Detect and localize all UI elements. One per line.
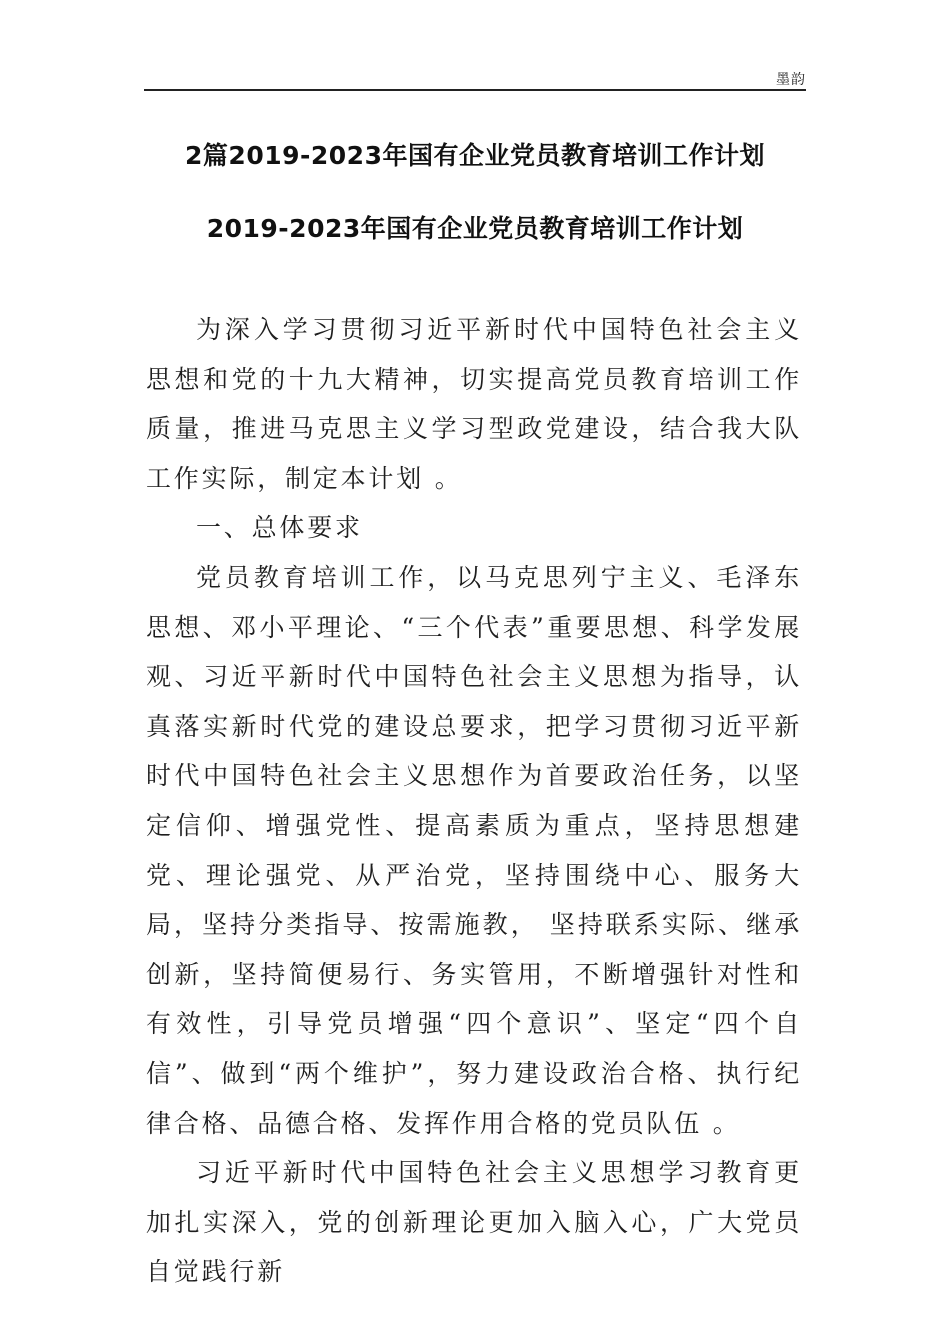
paragraph-guiding-principles: 党员教育培训工作，以马克思列宁主义、毛泽东思想、邓小平理论、“三个代表”重要思想、科学发展观、习近平新时代中国特色社会主义思想为指导，认真落实新时代党的建设总要求，把学习贯彻习近平新时代中国特色社会主义思想作为首要政治任务，以坚定信仰、增强党性、提高素质为重点，坚持思想建党、理论强党、从严治党，坚持围绕中心、服务大局，坚持分类指导、按需施教， 坚持联系实际、继承创新，坚持简便易行、务实管用，不断增强针对性和有效性，引导党员增强“四个意识”、坚定“四个自信”、做到“两个维护”，努力建设政治合格、执行纪律合格、品德合格、发挥作用合格的党员队伍 。 — [146, 562, 802, 1138]
paragraph-objectives: 习近平新时代中国特色社会主义思想学习教育更加扎实深入，党的创新理论更加入脑入心，广大党员自觉践行新 — [146, 1158, 802, 1287]
document-subtitle: 2019-2023年国有企业党员教育培训工作计划 — [206, 214, 744, 243]
header-watermark-text: 墨韵 — [776, 72, 806, 88]
section-heading-general-requirements: 一、总体要求 — [196, 513, 363, 543]
document-body — [146, 305, 802, 1297]
paragraph-intro: 为深入学习贯彻习近平新时代中国特色社会主义思想和党的十九大精神，切实提高党员教育培训工作质量，推进马克思主义学习型政党建设，结合我大队工作实际，制定本计划 。 — [146, 315, 802, 493]
header-divider — [144, 89, 806, 91]
document-title: 2篇2019-2023年国有企业党员教育培训工作计划 — [185, 141, 765, 170]
